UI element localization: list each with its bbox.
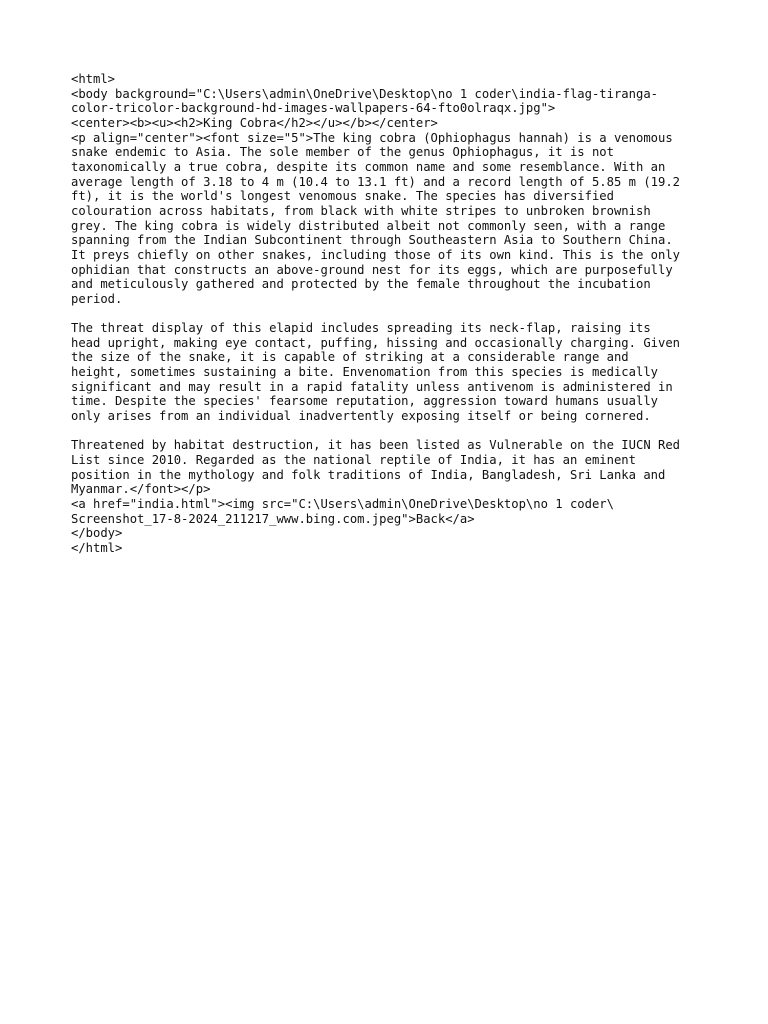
source-line: and meticulously gathered and protected by the female throughout the incubation (71, 277, 651, 292)
source-line: ft), it is the world's longest venomous snake. The species has diversified (71, 189, 614, 204)
blank-line (71, 424, 711, 439)
source-line: Threatened by habitat destruction, it has been listed as Vulnerable on the IUCN Red (71, 438, 681, 453)
source-line: Myanmar.</font></p> (71, 482, 211, 497)
blank-line (71, 307, 711, 322)
source-line: spanning from the Indian Subcontinent through Southeastern Asia to Southern China. (71, 233, 673, 248)
source-line: position in the mythology and folk traditions of India, Bangladesh, Sri Lanka and (71, 467, 666, 482)
source-line: time. Despite the species' fearsome reputation, aggression toward humans usually (71, 394, 658, 409)
html-source-text (71, 72, 711, 556)
source-line: color-tricolor-background-hd-images-wallpapers-64-fto0olraqx.jpg"> (71, 101, 556, 116)
source-line: head upright, making eye contact, puffing, hissing and occasionally charging. Given (71, 335, 681, 350)
source-line: snake endemic to Asia. The sole member of the genus Ophiophagus, it is not (71, 145, 614, 160)
source-line: only arises from an individual inadvertently exposing itself or being cornered. (71, 409, 651, 424)
source-line: It preys chiefly on other snakes, including those of its own kind. This is the only (71, 247, 681, 262)
source-line: period. (71, 291, 123, 306)
source-line: <a href="india.html"><img src="C:\Users\admin\OneDrive\Desktop\no 1 coder\ (71, 497, 614, 511)
source-line: </body> (71, 526, 123, 541)
source-line: average length of 3.18 to 4 m (10.4 to 13.1 ft) and a record length of 5.85 m (19.2 (71, 174, 681, 189)
source-line: <body background="C:\Users\admin\OneDrive\Desktop\no 1 coder\india-flag-tiranga- (71, 86, 658, 101)
source-line: taxonomically a true cobra, despite its common name and some resemblance. With an (71, 159, 666, 174)
source-line: <html> (71, 72, 116, 86)
source-line: The threat display of this elapid includes spreading its neck-flap, raising its (71, 321, 651, 336)
source-line: the size of the snake, it is capable of striking at a considerable range and (71, 350, 629, 365)
source-line: colouration across habitats, from black with white stripes to unbroken brownish (71, 203, 651, 218)
source-line: <center><b><u><h2>King Cobra</h2></u></b></center> (71, 115, 438, 130)
source-line: height, sometimes sustaining a bite. Envenomation from this species is medically (71, 365, 658, 380)
source-line: grey. The king cobra is widely distributed albeit not commonly seen, with a range (71, 218, 666, 233)
source-line: List since 2010. Regarded as the national reptile of India, it has an eminent (71, 453, 636, 468)
source-line: </html> (71, 540, 123, 555)
source-line: <p align="center"><font size="5">The king cobra (Ophiophagus hannah) is a venomous (71, 130, 673, 145)
source-line: ophidian that constructs an above-ground nest for its eggs, which are purposefully (71, 262, 673, 277)
source-line: Screenshot_17-8-2024_211217_www.bing.com.jpeg">Back</a> (71, 511, 475, 526)
source-line: significant and may result in a rapid fatality unless antivenom is administered in (71, 379, 673, 394)
